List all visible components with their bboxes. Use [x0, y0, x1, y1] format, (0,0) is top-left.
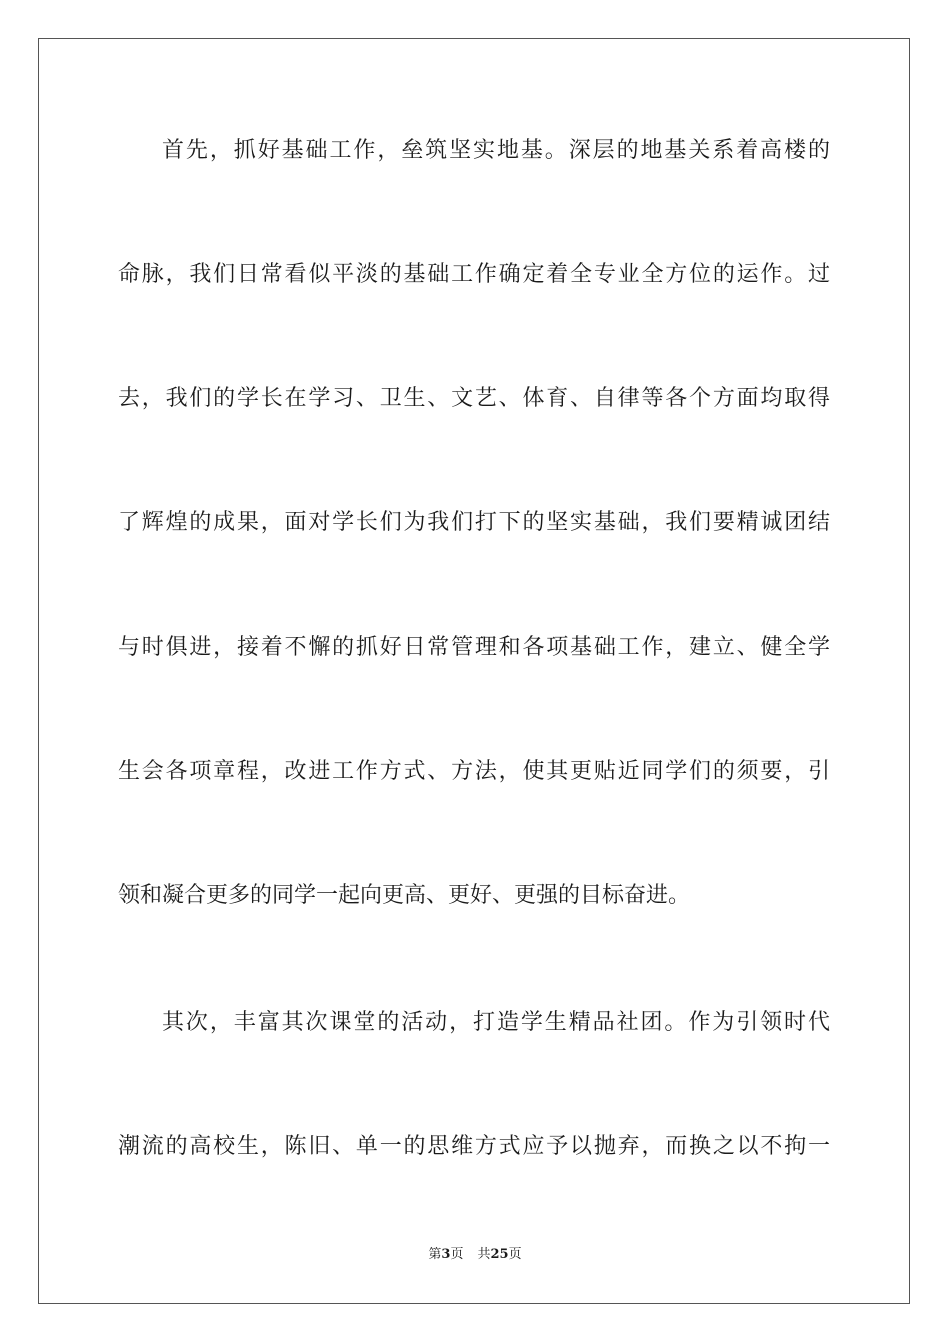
- paragraph-2-line-1: 其次，丰富其次课堂的活动，打造学生精品社团。作为引领时代: [162, 1010, 830, 1035]
- paragraph-1-line-6: 生会各项章程，改进工作方式、方法，使其更贴近同学们的须要，引: [118, 759, 830, 784]
- paragraph-1-line-2: 命脉，我们日常看似平淡的基础工作确定着全专业全方位的运作。过: [118, 262, 830, 287]
- total-prefix: 共: [477, 1247, 491, 1262]
- page-suffix: 页: [450, 1247, 464, 1262]
- paragraph-1-line-7: 领和凝合更多的同学一起向更高、更好、更强的目标奋进。: [118, 883, 691, 908]
- paragraph-1-line-3: 去，我们的学长在学习、卫生、文艺、体育、自律等各个方面均取得: [118, 386, 830, 411]
- page-border: [38, 38, 910, 1304]
- total-suffix: 页: [508, 1247, 522, 1262]
- page-number: 3: [441, 1247, 451, 1262]
- paragraph-1-line-1: 首先，抓好基础工作，垒筑坚实地基。深层的地基关系着高楼的: [162, 138, 830, 163]
- total-pages: 25: [490, 1247, 509, 1262]
- paragraph-1-line-5: 与时俱进，接着不懈的抓好日常管理和各项基础工作，建立、健全学: [118, 635, 830, 660]
- page-footer: [0, 1246, 950, 1264]
- paragraph-1-line-4: 了辉煌的成果，面对学长们为我们打下的坚实基础，我们要精诚团结: [118, 510, 830, 535]
- page-prefix: 第: [428, 1247, 442, 1262]
- paragraph-2-line-2: 潮流的高校生，陈旧、单一的思维方式应予以抛弃，而换之以不拘一: [118, 1134, 830, 1159]
